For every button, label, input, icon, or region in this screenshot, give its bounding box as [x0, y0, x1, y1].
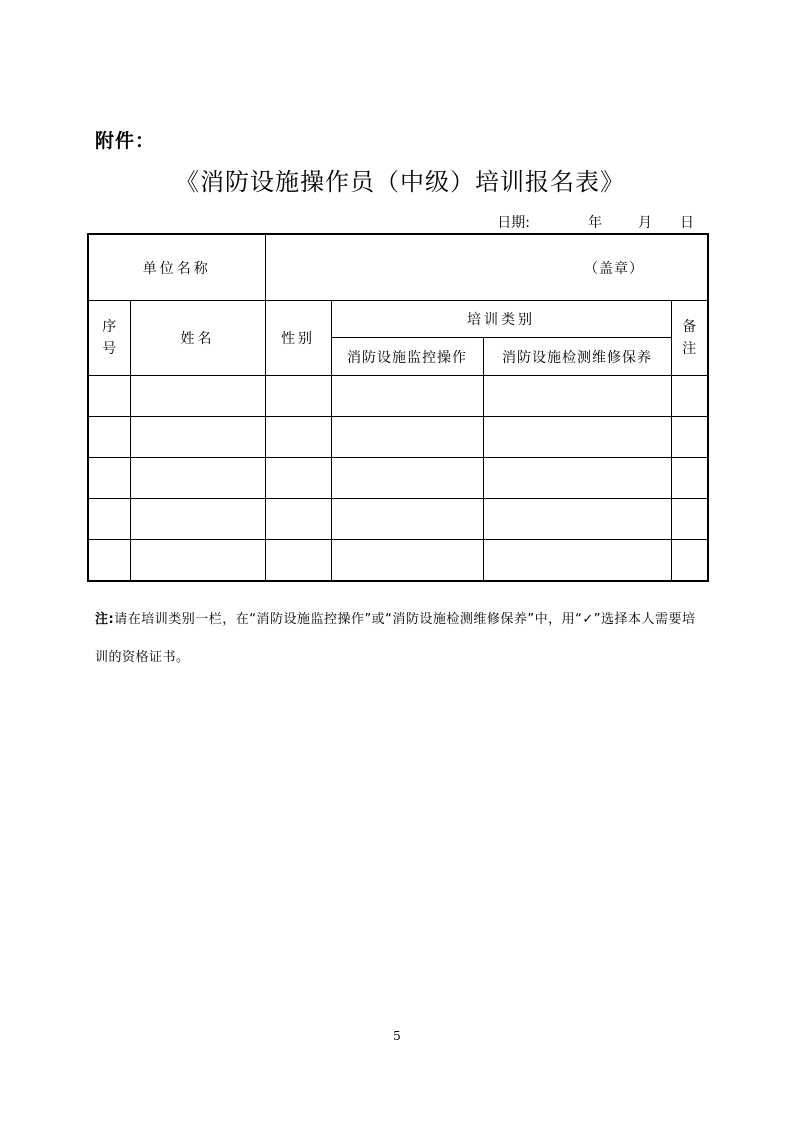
training-category-header: 培训类别 — [331, 301, 671, 338]
remark-cell[interactable] — [671, 540, 708, 582]
maintenance-cell[interactable] — [483, 499, 671, 540]
name-cell[interactable] — [130, 458, 265, 499]
seq-cell[interactable] — [88, 499, 130, 540]
name-cell[interactable] — [130, 540, 265, 582]
maintenance-cell[interactable] — [483, 417, 671, 458]
seal-label: （盖章） — [584, 260, 644, 277]
remark-cell[interactable] — [671, 376, 708, 417]
header-row — [88, 301, 708, 338]
gender-header: 性别 — [265, 301, 331, 376]
name-cell[interactable] — [130, 417, 265, 458]
date-line — [497, 212, 694, 232]
maintenance-header: 消防设施检测维修保养 — [483, 338, 671, 376]
name-header: 姓名 — [130, 301, 265, 376]
name-cell[interactable] — [130, 376, 265, 417]
seq-header: 序号 — [88, 301, 130, 376]
gender-cell[interactable] — [265, 376, 331, 417]
note-label: 注: — [95, 612, 115, 627]
table-row — [88, 458, 708, 499]
gender-cell[interactable] — [265, 458, 331, 499]
gender-cell[interactable] — [265, 499, 331, 540]
monitor-operation-header: 消防设施监控操作 — [331, 338, 483, 376]
remark-cell[interactable] — [671, 417, 708, 458]
note — [95, 601, 705, 677]
table-row — [88, 376, 708, 417]
seq-cell[interactable] — [88, 540, 130, 582]
gender-cell[interactable] — [265, 417, 331, 458]
table-row — [88, 417, 708, 458]
unit-name-label: 单位名称 — [88, 234, 265, 301]
attachment-label: 附件： — [95, 130, 156, 152]
page-title: 《消防设施操作员（中级）培训报名表》 — [175, 168, 625, 196]
unit-name-field[interactable] — [265, 234, 708, 301]
maintenance-cell[interactable] — [483, 376, 671, 417]
monitor-operation-cell[interactable] — [331, 458, 483, 499]
name-cell[interactable] — [130, 499, 265, 540]
table-row — [88, 499, 708, 540]
maintenance-cell[interactable] — [483, 540, 671, 582]
date-day-label: 日 — [680, 215, 694, 231]
monitor-operation-cell[interactable] — [331, 376, 483, 417]
seq-cell[interactable] — [88, 458, 130, 499]
seq-cell[interactable] — [88, 376, 130, 417]
monitor-operation-cell[interactable] — [331, 417, 483, 458]
note-text: 请在培训类别一栏，在“消防设施监控操作”或“消防设施检测维修保养”中，用“✓”选择本人需要培训的资格证书。 — [95, 612, 696, 665]
table-row — [88, 540, 708, 582]
maintenance-cell[interactable] — [483, 458, 671, 499]
page-number: 5 — [393, 1029, 401, 1043]
remark-cell[interactable] — [671, 458, 708, 499]
remark-header: 备注 — [671, 301, 708, 376]
date-year-label: 年 — [588, 215, 602, 231]
monitor-operation-cell[interactable] — [331, 499, 483, 540]
registration-table — [87, 233, 709, 582]
seq-cell[interactable] — [88, 417, 130, 458]
date-label: 日期: — [497, 215, 530, 231]
date-month-label: 月 — [638, 215, 652, 231]
monitor-operation-cell[interactable] — [331, 540, 483, 582]
remark-cell[interactable] — [671, 499, 708, 540]
gender-cell[interactable] — [265, 540, 331, 582]
unit-row — [88, 234, 708, 301]
